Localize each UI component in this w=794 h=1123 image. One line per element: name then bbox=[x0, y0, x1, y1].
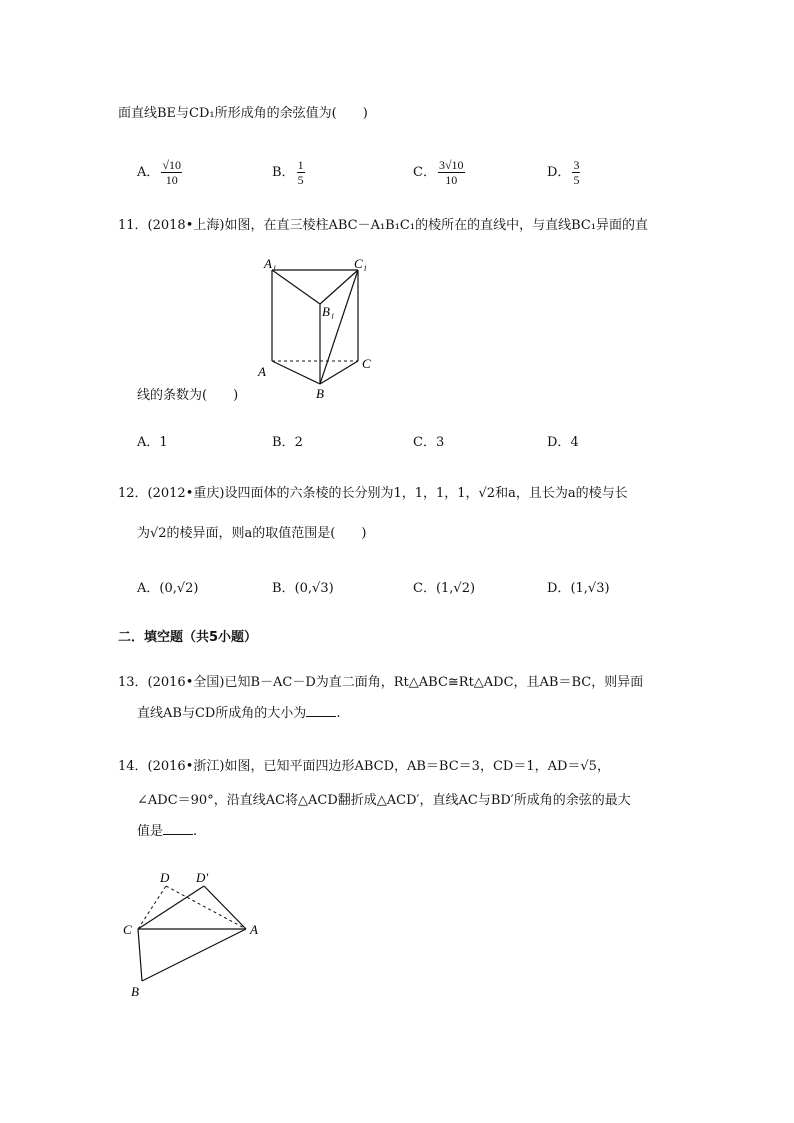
q14-line3: 值是 . bbox=[137, 824, 198, 839]
label-b1: B₁ bbox=[322, 304, 335, 319]
label-c: C bbox=[362, 356, 371, 371]
q13-line2: 直线AB与CD所成角的大小为 . bbox=[137, 706, 341, 721]
label-c: C bbox=[123, 922, 132, 937]
q12-option-d[interactable]: D．(1,√3) bbox=[547, 581, 610, 596]
edge-cd-dashed bbox=[138, 886, 166, 929]
q10-option-b[interactable] bbox=[272, 158, 305, 187]
answer-blank[interactable] bbox=[163, 822, 193, 835]
fraction: $\frac{3}{5}$ bbox=[573, 158, 580, 187]
label-c1: C₁ bbox=[354, 256, 368, 271]
fraction: $\frac{√10}{10}$ bbox=[162, 158, 181, 187]
q11-option-b[interactable]: B．2 bbox=[272, 435, 303, 450]
option-label: C． bbox=[413, 165, 436, 180]
q11-stem-tail: 线的条数为( ) bbox=[137, 388, 239, 403]
q12-option-c[interactable]: C．(1,√2) bbox=[413, 581, 476, 596]
edge-a1b1 bbox=[272, 270, 320, 304]
q12-line1: 12．(2012•重庆)设四面体的六条棱的长分别为1，1，1，1，√2和a，且长为a的棱与长 bbox=[118, 486, 628, 501]
fraction: $\frac{3√10}{10}$ bbox=[438, 158, 464, 187]
q10-option-d[interactable] bbox=[547, 158, 580, 187]
q11-option-a[interactable]: A．1 bbox=[137, 435, 168, 450]
q12-option-b[interactable]: B．(0,√3) bbox=[272, 581, 334, 596]
q14-line1: 14．(2016•浙江)如图，已知平面四边形ABCD，AB＝BC＝3，CD＝1，AD＝√5， bbox=[118, 759, 610, 774]
q13-line1: 13．(2016•全国)已知B－AC－D为直二面角，Rt△ABC≅Rt△ADC，且AB＝BC，则异面 bbox=[118, 675, 644, 690]
edge-cb bbox=[138, 929, 142, 981]
edge-bc bbox=[320, 361, 358, 384]
edge-da-dashed bbox=[166, 886, 246, 929]
label-a: A bbox=[250, 922, 258, 937]
option-label: D． bbox=[547, 165, 571, 180]
label-a: A bbox=[258, 364, 266, 379]
q11-stem: 11．(2018•上海)如图，在直三棱柱ABC－A₁B₁C₁的棱所在的直线中，与直线BC₁异面的直 bbox=[118, 218, 649, 233]
label-d: D bbox=[160, 870, 170, 885]
label-b: B bbox=[316, 386, 324, 401]
q11-option-d[interactable]: D．4 bbox=[547, 435, 579, 450]
q10-option-a[interactable] bbox=[137, 158, 182, 187]
answer-blank[interactable] bbox=[306, 704, 336, 717]
edge-cdprime bbox=[138, 886, 204, 929]
q14-line2: ∠ADC＝90°，沿直线AC将△ACD翻折成△ACD′，直线AC与BD′所成角的余弦的最大 bbox=[137, 793, 631, 808]
q10-option-c[interactable] bbox=[413, 158, 465, 187]
edge-ba bbox=[142, 929, 246, 981]
edge-ab bbox=[272, 361, 320, 384]
label-b: B bbox=[131, 984, 139, 999]
q11-option-c[interactable]: C．3 bbox=[413, 435, 445, 450]
label-a1: A₁ bbox=[264, 256, 277, 271]
prism-figure bbox=[250, 252, 390, 404]
edge-dprime-a bbox=[204, 886, 246, 929]
quadrilateral-figure bbox=[118, 866, 268, 1000]
q10-stem-tail: 面直线BE与CD₁所形成角的余弦值为( ) bbox=[118, 106, 368, 121]
q12-line2: 为√2的棱异面，则a的取值范围是( ) bbox=[137, 526, 367, 541]
option-label: A． bbox=[137, 165, 160, 180]
q12-option-a[interactable]: A．(0,√2) bbox=[137, 581, 199, 596]
label-dprime: D′ bbox=[196, 870, 209, 885]
section-title: 二．填空题（共5小题） bbox=[118, 630, 258, 645]
option-label: B． bbox=[272, 165, 295, 180]
fraction: $\frac{1}{5}$ bbox=[297, 158, 304, 187]
